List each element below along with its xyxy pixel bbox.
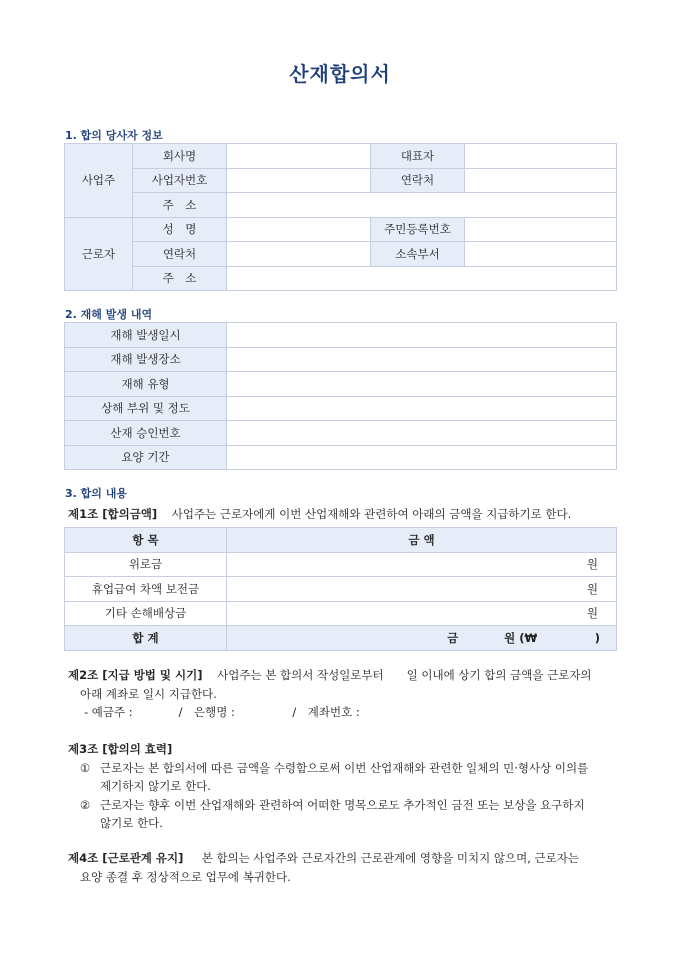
page-title: 산재합의서 xyxy=(289,62,391,86)
article-2 xyxy=(68,666,613,722)
article-3-item-2-cont: 않기로 한다. xyxy=(100,816,163,830)
item-1-marker: ① xyxy=(79,760,91,775)
amount-table xyxy=(64,527,617,651)
company-name-label: 회사명 xyxy=(133,144,227,169)
item-2-marker: ② xyxy=(79,797,91,812)
accident-row-field[interactable] xyxy=(227,323,617,348)
item-column-header: 항 목 xyxy=(65,528,227,553)
article-1-text: 사업주는 근로자에게 이번 산업재해와 관련하여 아래의 금액을 지급하기로 한다. xyxy=(171,507,572,521)
parties-table xyxy=(64,143,617,291)
department-field[interactable] xyxy=(465,242,617,267)
article-4-text: 본 합의는 사업주와 근로자간의 근로관계에 영향을 미치지 않으며, 근로자는 xyxy=(201,851,579,865)
article-2-text-cont: 아래 계좌로 일시 지급한다. xyxy=(80,686,217,701)
accident-row-field[interactable] xyxy=(227,421,617,446)
account-info-line[interactable]: - 예금주 : / 은행명 : / 계좌번호 : xyxy=(84,705,360,719)
amount-row-label: 휴업급여 차액 보전금 xyxy=(65,577,227,602)
article-3-item-1-cont: 제기하지 않기로 한다. xyxy=(100,779,211,793)
amount-column-header: 금 액 xyxy=(227,528,617,553)
article-4 xyxy=(68,849,613,886)
worker-address-field[interactable] xyxy=(227,266,617,291)
resident-number-field[interactable] xyxy=(465,217,617,242)
amount-row-label: 위로금 xyxy=(65,552,227,577)
amount-field[interactable] xyxy=(227,552,617,577)
article-1 xyxy=(68,505,613,524)
article-3-item-2: 근로자는 향후 이번 산업재해와 관련하여 어떠한 명목으로도 추가적인 금전 또는 보상을 요구하지 xyxy=(100,797,585,812)
article-3-title: 제3조 [합의의 효력] xyxy=(68,742,173,756)
accident-row-field[interactable] xyxy=(227,372,617,397)
accident-row-label: 요양 기간 xyxy=(65,445,227,470)
employer-label: 사업주 xyxy=(65,144,133,218)
accident-row-label: 재해 유형 xyxy=(65,372,227,397)
section-3-heading: 3. 합의 내용 xyxy=(65,487,127,500)
company-name-field[interactable] xyxy=(227,144,371,169)
ceo-field[interactable] xyxy=(465,144,617,169)
worker-contact-label: 연락처 xyxy=(133,242,227,267)
department-label: 소속부서 xyxy=(371,242,465,267)
article-3-item-1: 근로자는 본 합의서에 따른 금액을 수령함으로써 이번 산업재해와 관련한 일체의 민·형사상 이의를 xyxy=(100,760,589,775)
worker-contact-field[interactable] xyxy=(227,242,371,267)
article-1-title: 제1조 [합의금액] xyxy=(68,507,158,521)
won-unit: 원 xyxy=(586,606,598,621)
business-number-label: 사업자번호 xyxy=(133,168,227,193)
resident-number-label: 주민등록번호 xyxy=(371,217,465,242)
article-2-text: 사업주는 본 합의서 작성일로부터 일 이내에 상기 합의 금액을 근로자의 xyxy=(217,668,592,682)
employer-contact-label: 연락처 xyxy=(371,168,465,193)
won-unit: 원 xyxy=(586,581,598,596)
accident-row-label: 재해 발생장소 xyxy=(65,347,227,372)
won-unit: 원 xyxy=(586,557,598,572)
accident-row-field[interactable] xyxy=(227,347,617,372)
article-3 xyxy=(68,740,613,833)
worker-name-field[interactable] xyxy=(227,217,371,242)
employer-contact-field[interactable] xyxy=(465,168,617,193)
worker-address-label: 주 소 xyxy=(133,266,227,291)
article-4-text-cont: 요양 종결 후 정상적으로 업무에 복귀한다. xyxy=(80,869,291,884)
article-2-title: 제2조 [지급 방법 및 시기] xyxy=(68,668,203,682)
accident-table xyxy=(64,322,617,470)
total-label: 합 계 xyxy=(65,626,227,651)
worker-label: 근로자 xyxy=(65,217,133,291)
article-4-title: 제4조 [근로관계 유지] xyxy=(68,851,184,865)
accident-row-label: 상해 부위 및 정도 xyxy=(65,396,227,421)
accident-row-label: 산재 승인번호 xyxy=(65,421,227,446)
section-1-heading: 1. 합의 당사자 정보 xyxy=(65,129,163,142)
total-field[interactable]: 금 원 (₩ ) xyxy=(227,626,617,651)
employer-address-label: 주 소 xyxy=(133,193,227,218)
business-number-field[interactable] xyxy=(227,168,371,193)
employer-address-field[interactable] xyxy=(227,193,617,218)
ceo-label: 대표자 xyxy=(371,144,465,169)
section-2-heading: 2. 재해 발생 내역 xyxy=(65,308,153,321)
amount-field[interactable] xyxy=(227,601,617,626)
worker-name-label: 성 명 xyxy=(133,217,227,242)
amount-field[interactable] xyxy=(227,577,617,602)
accident-row-label: 재해 발생일시 xyxy=(65,323,227,348)
accident-row-field[interactable] xyxy=(227,445,617,470)
accident-row-field[interactable] xyxy=(227,396,617,421)
amount-row-label: 기타 손해배상금 xyxy=(65,601,227,626)
